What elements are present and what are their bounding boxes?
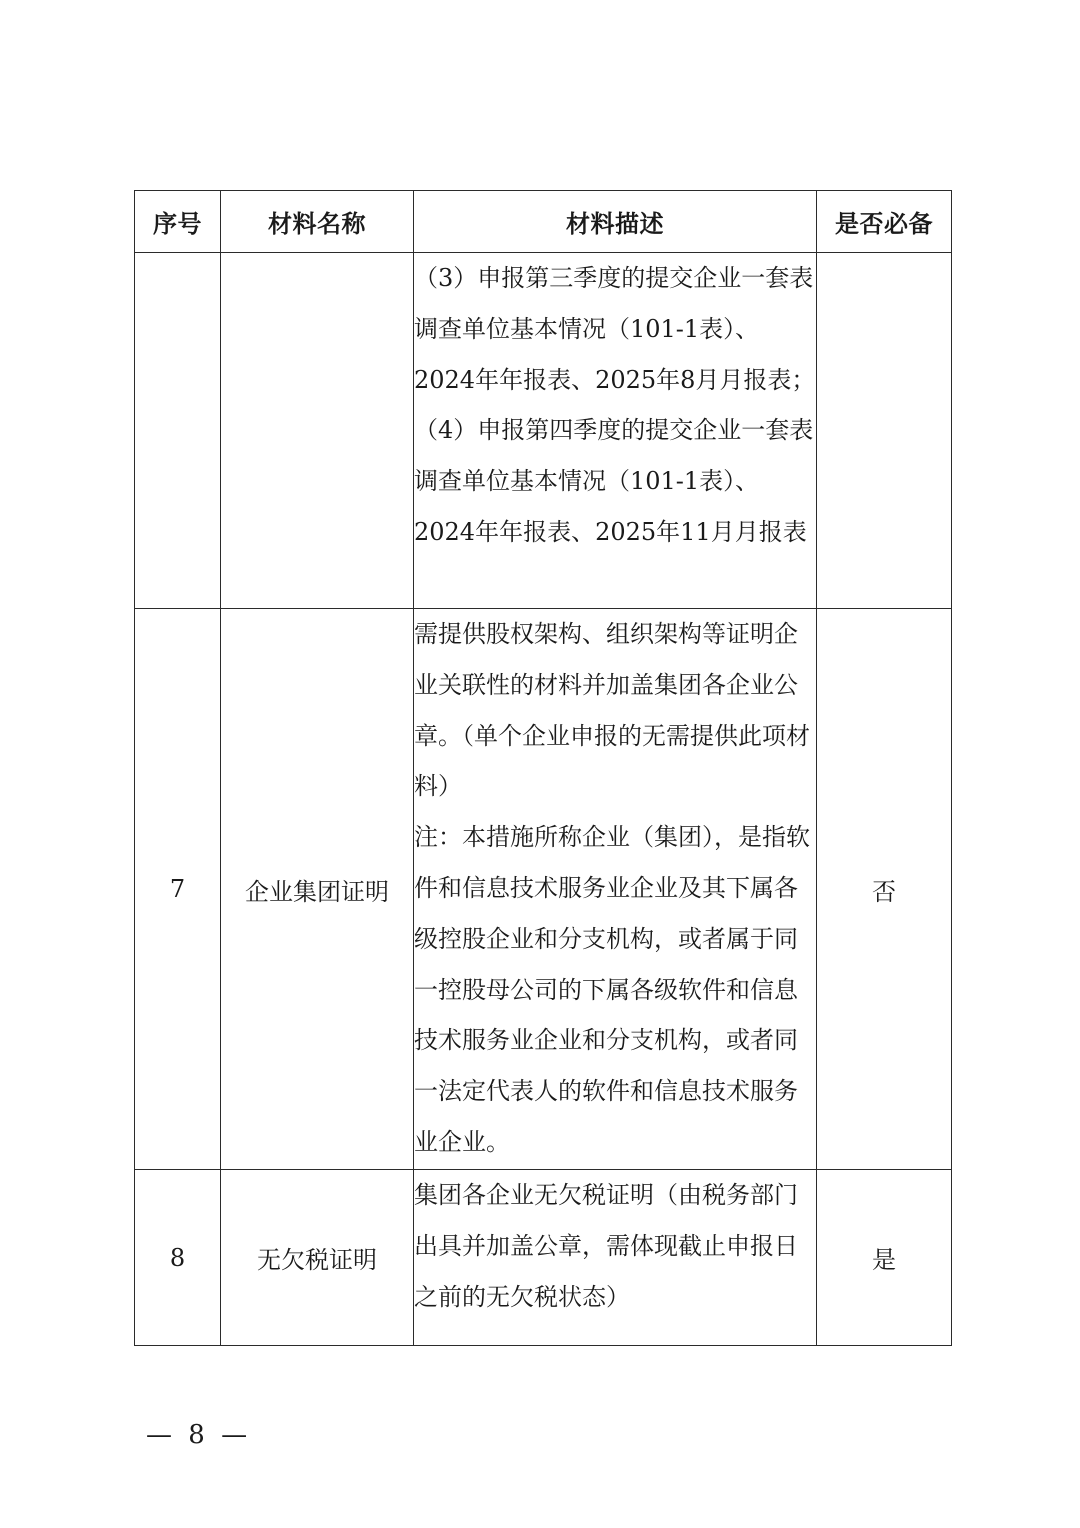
cell-name: 无欠税证明 — [221, 1170, 414, 1346]
table-row — [135, 1170, 952, 1346]
header-no: 序号 — [135, 191, 221, 253]
cell-required: 否 — [817, 609, 952, 1170]
description-paragraph: （3）申报第三季度的提交企业一套表调查单位基本情况（101-1表）、2024年年报表、2025年8月月报表； — [414, 264, 816, 394]
cell-name — [221, 253, 414, 609]
cell-required — [817, 253, 952, 609]
description-paragraph: 需提供股权架构、组织架构等证明企业关联性的材料并加盖集团各企业公章。（单个企业申报的无需提供此项材料） — [414, 620, 810, 801]
header-name: 材料名称 — [221, 191, 414, 253]
header-description: 材料描述 — [414, 191, 817, 253]
header-required: 是否必备 — [817, 191, 952, 253]
cell-no: 7 — [135, 609, 221, 1170]
description-paragraph: （4）申报第四季度的提交企业一套表调查单位基本情况（101-1表）、2024年年报表、2025年11月月报表 — [414, 416, 814, 546]
cell-description — [414, 253, 817, 609]
cell-no — [135, 253, 221, 609]
cell-description — [414, 1170, 817, 1346]
table-row — [135, 253, 952, 609]
table-row — [135, 609, 952, 1170]
page-number: — 8 — — [146, 1420, 252, 1450]
cell-required: 是 — [817, 1170, 952, 1346]
table-header-row — [135, 191, 952, 253]
cell-no: 8 — [135, 1170, 221, 1346]
description-paragraph: 集团各企业无欠税证明（由税务部门出具并加盖公章，需体现截止申报日之前的无欠税状态） — [414, 1181, 798, 1311]
cell-name: 企业集团证明 — [221, 609, 414, 1170]
description-note: 注：本措施所称企业（集团），是指软件和信息技术服务业企业及其下属各级控股企业和分支机构，或者属于同一控股母公司的下属各级软件和信息技术服务业企业和分支机构，或者同一法定代表人的软件和信息技术服务业企业。 — [414, 823, 810, 1156]
cell-description — [414, 609, 817, 1170]
materials-table — [134, 190, 952, 1346]
